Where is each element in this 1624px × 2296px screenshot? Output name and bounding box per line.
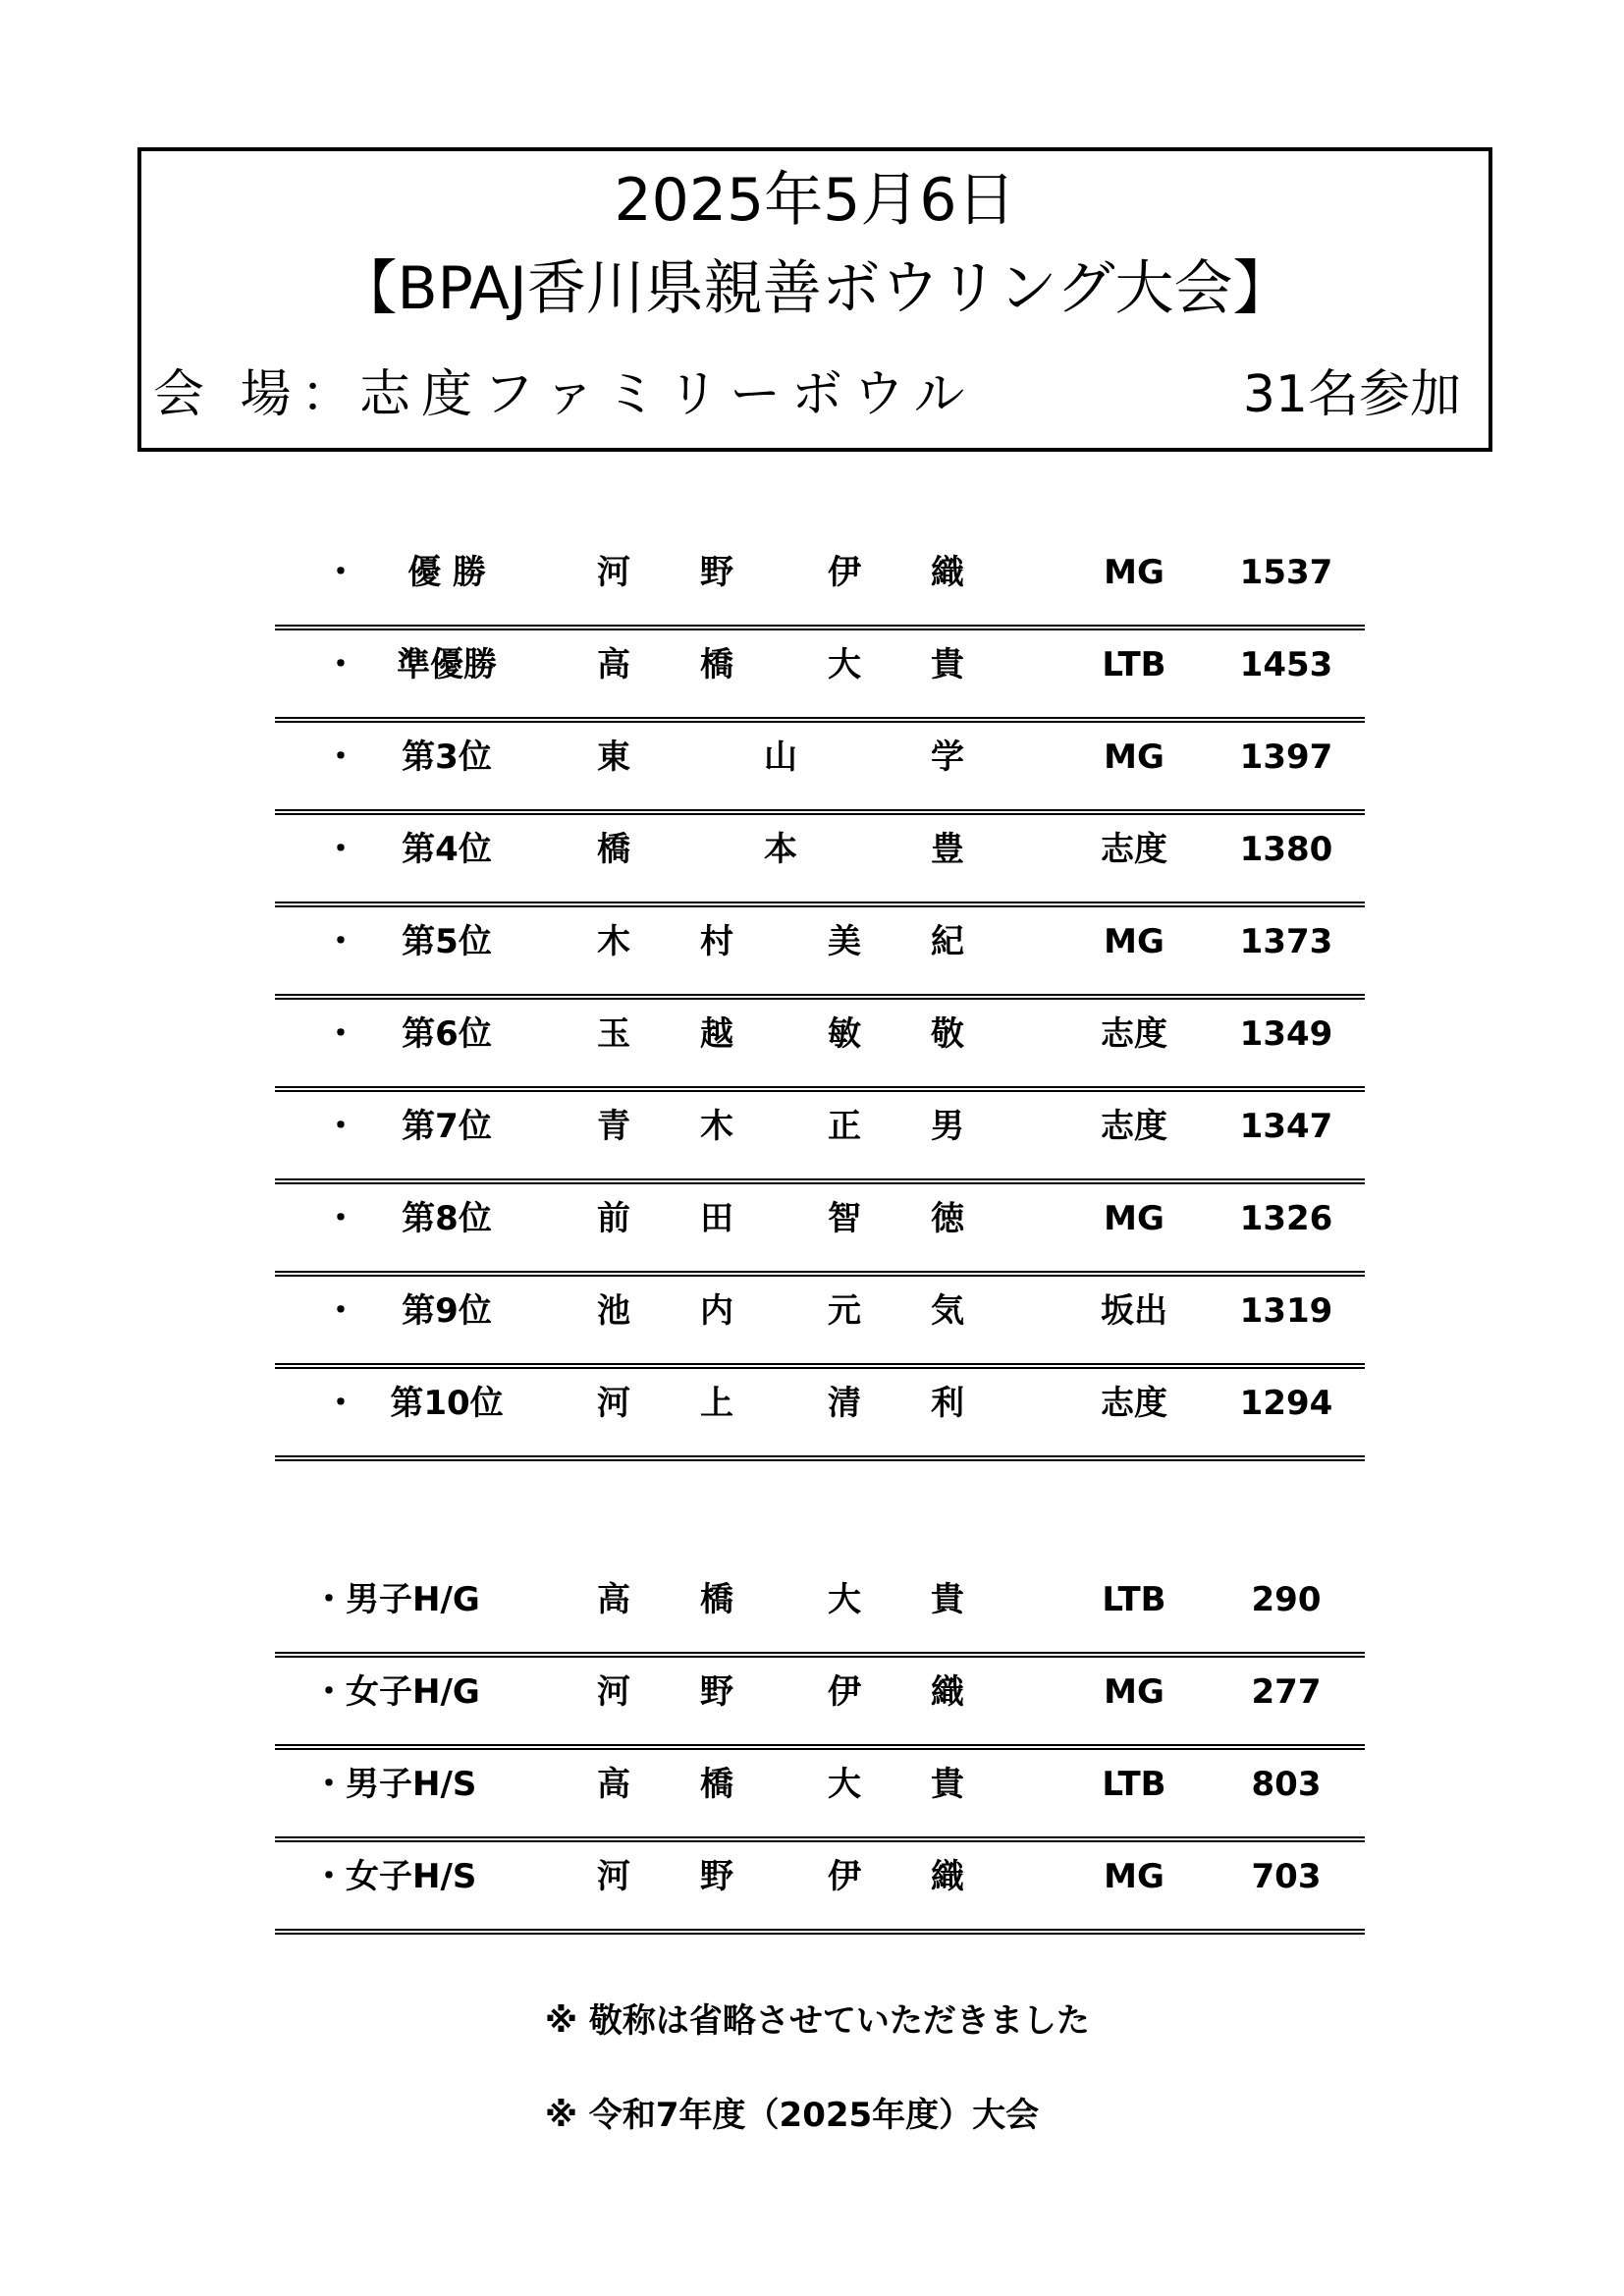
- name-char: 山: [764, 738, 797, 777]
- rank-label: 第9位: [402, 1291, 492, 1331]
- club: MG: [1104, 738, 1164, 777]
- name-char: 豊: [931, 830, 964, 869]
- club: MG: [1104, 922, 1164, 961]
- name-char: 気: [931, 1291, 964, 1331]
- ranking-row: [275, 723, 1365, 815]
- rank-label: 優 勝: [407, 553, 486, 592]
- award-row: [275, 1658, 1365, 1750]
- ranking-row: [275, 1092, 1365, 1184]
- club: 坂出: [1101, 1291, 1167, 1331]
- bullet: ・: [324, 738, 357, 777]
- score: 277: [1251, 1672, 1322, 1712]
- score: 1326: [1239, 1199, 1333, 1238]
- ranking-row: [275, 815, 1365, 907]
- name-char: 貴: [931, 645, 964, 684]
- ranking-row: [275, 907, 1365, 1000]
- name-char: 高: [597, 645, 630, 684]
- bullet: ・: [324, 1199, 357, 1238]
- name-char: 徳: [931, 1199, 964, 1238]
- name-char: 大: [828, 1580, 861, 1619]
- name-char: 清: [828, 1384, 861, 1423]
- name-char: 河: [597, 553, 630, 592]
- rank-label: 第4位: [402, 830, 492, 869]
- club: LTB: [1102, 645, 1166, 684]
- rank-label: 第3位: [402, 738, 492, 777]
- name-char: 橋: [700, 645, 733, 684]
- award-label: ・女子H/G: [312, 1672, 480, 1712]
- event-title: 【BPAJ香川県親善ボウリング大会】: [338, 254, 1292, 323]
- name-char: 伊: [828, 1672, 861, 1712]
- bullet: ・: [324, 1384, 357, 1423]
- name-char: 織: [931, 553, 964, 592]
- score: 290: [1251, 1580, 1322, 1619]
- award-label: ・男子H/G: [312, 1580, 480, 1619]
- club: LTB: [1102, 1580, 1166, 1619]
- score: 1380: [1239, 830, 1333, 869]
- name-char: 敏: [828, 1014, 861, 1054]
- name-char: 野: [700, 1672, 733, 1712]
- rank-label: 第7位: [402, 1107, 492, 1146]
- club: MG: [1104, 1857, 1164, 1896]
- score: 1349: [1239, 1014, 1333, 1054]
- name-char: 野: [700, 553, 733, 592]
- ranking-row: [275, 1000, 1365, 1092]
- club: MG: [1104, 1672, 1164, 1712]
- score: 1397: [1239, 738, 1333, 777]
- name-char: 学: [931, 738, 964, 777]
- event-date: 2025年5月6日: [614, 166, 1016, 235]
- score: 1294: [1239, 1384, 1333, 1423]
- participant-count: 31名参加: [1242, 365, 1461, 424]
- name-char: 木: [597, 922, 630, 961]
- bullet: ・: [324, 553, 357, 592]
- rank-label: 準優勝: [397, 645, 497, 684]
- ranking-row: [275, 1369, 1365, 1461]
- name-char: 玉: [597, 1014, 630, 1054]
- score: 803: [1251, 1765, 1322, 1804]
- bullet: ・: [324, 1107, 357, 1146]
- score: 1453: [1239, 645, 1333, 684]
- bullet: ・: [324, 922, 357, 961]
- club: LTB: [1102, 1765, 1166, 1804]
- name-char: 敬: [931, 1014, 964, 1054]
- rank-label: 第6位: [402, 1014, 492, 1054]
- rank-label: 第5位: [402, 922, 492, 961]
- rankings-table: [275, 538, 1365, 1461]
- name-char: 正: [828, 1107, 861, 1146]
- name-char: 美: [828, 922, 861, 961]
- name-char: 伊: [828, 553, 861, 592]
- awards-table: [275, 1565, 1365, 1935]
- name-char: 智: [828, 1199, 861, 1238]
- club: 志度: [1101, 1384, 1167, 1423]
- bullet: ・: [324, 1014, 357, 1054]
- name-char: 大: [828, 645, 861, 684]
- venue-name: 志度ファミリーボウル: [359, 365, 976, 424]
- fiscal-year-note: ※ 令和7年度（2025年度）大会: [545, 2096, 1040, 2135]
- name-char: 高: [597, 1765, 630, 1804]
- honorific-note: ※ 敬称は省略させていただきました: [545, 2001, 1090, 2041]
- name-char: 伊: [828, 1857, 861, 1896]
- award-row: [275, 1750, 1365, 1842]
- score: 1373: [1239, 922, 1333, 961]
- name-char: 上: [700, 1384, 733, 1423]
- name-char: 橋: [700, 1765, 733, 1804]
- venue-label: 会 場：: [153, 365, 362, 424]
- name-char: 織: [931, 1857, 964, 1896]
- name-char: 元: [828, 1291, 861, 1331]
- name-char: 田: [700, 1199, 733, 1238]
- name-char: 越: [700, 1014, 733, 1054]
- score: 1319: [1239, 1291, 1333, 1331]
- ranking-row: [275, 538, 1365, 630]
- club: MG: [1104, 1199, 1164, 1238]
- bullet: ・: [324, 830, 357, 869]
- ranking-row: [275, 1184, 1365, 1277]
- club: 志度: [1101, 830, 1167, 869]
- rank-label: 第8位: [402, 1199, 492, 1238]
- club: 志度: [1101, 1107, 1167, 1146]
- name-char: 大: [828, 1765, 861, 1804]
- name-char: 橋: [700, 1580, 733, 1619]
- header-box: [137, 147, 1492, 452]
- name-char: 高: [597, 1580, 630, 1619]
- name-char: 青: [597, 1107, 630, 1146]
- score: 703: [1251, 1857, 1322, 1896]
- name-char: 本: [764, 830, 797, 869]
- name-char: 河: [597, 1384, 630, 1423]
- bullet: ・: [324, 645, 357, 684]
- award-row: [275, 1842, 1365, 1935]
- ranking-row: [275, 630, 1365, 723]
- name-char: 利: [931, 1384, 964, 1423]
- name-char: 織: [931, 1672, 964, 1712]
- name-char: 紀: [931, 922, 964, 961]
- name-char: 東: [597, 738, 630, 777]
- ranking-row: [275, 1277, 1365, 1369]
- name-char: 内: [700, 1291, 733, 1331]
- award-row: [275, 1565, 1365, 1658]
- name-char: 橋: [597, 830, 630, 869]
- rank-label: 第10位: [390, 1384, 504, 1423]
- name-char: 木: [700, 1107, 733, 1146]
- score: 1347: [1239, 1107, 1333, 1146]
- venue-row: [141, 355, 1489, 434]
- name-char: 貴: [931, 1580, 964, 1619]
- award-label: ・女子H/S: [312, 1857, 477, 1896]
- name-char: 貴: [931, 1765, 964, 1804]
- club: MG: [1104, 553, 1164, 592]
- name-char: 前: [597, 1199, 630, 1238]
- name-char: 河: [597, 1672, 630, 1712]
- score: 1537: [1239, 553, 1333, 592]
- bullet: ・: [324, 1291, 357, 1331]
- name-char: 野: [700, 1857, 733, 1896]
- name-char: 池: [597, 1291, 630, 1331]
- name-char: 村: [700, 922, 733, 961]
- name-char: 男: [931, 1107, 964, 1146]
- award-label: ・男子H/S: [312, 1765, 477, 1804]
- club: 志度: [1101, 1014, 1167, 1054]
- name-char: 河: [597, 1857, 630, 1896]
